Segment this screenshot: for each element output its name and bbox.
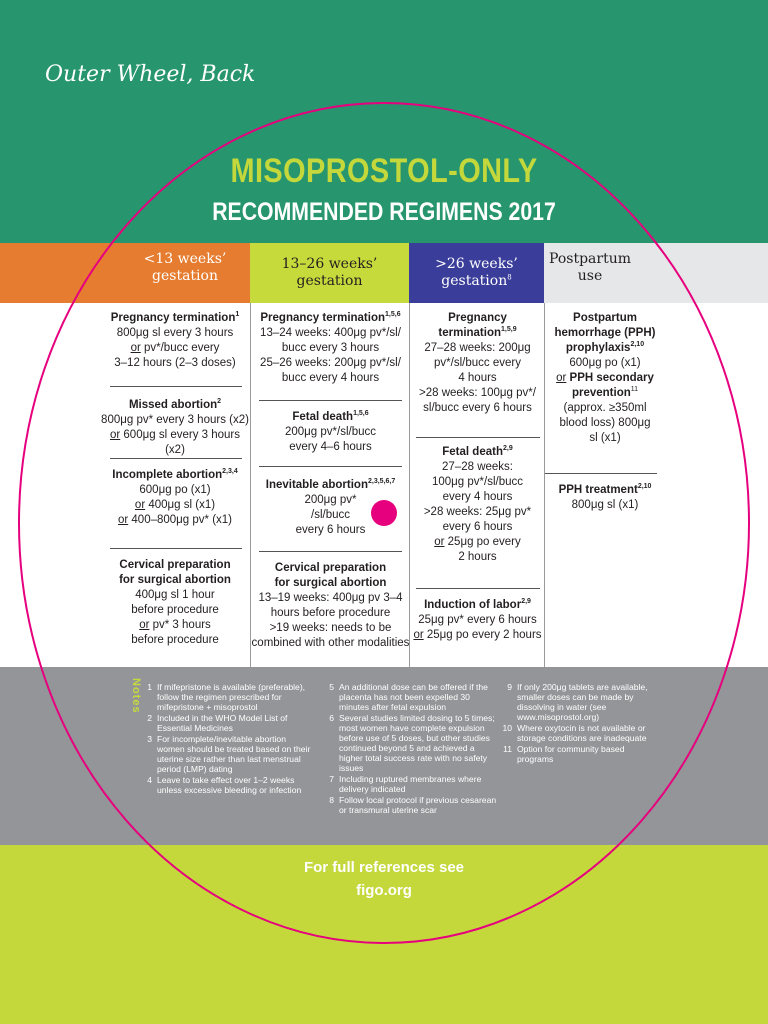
note-text: Where oxytocin is not available or storage conditions are inadequate [517,723,647,743]
column-header-postpartum: Postpartum use [544,243,768,303]
column-13-26-weeks [250,303,410,667]
regimen-missed-abortion: Missed abortion$^2$ 800μg pv* every 3 hours (x2) or 600μg sl every 3 hours (x2) [101,398,249,456]
note-text: An additional dose can be offered if the placenta has not been expelled 30 minutes after fetal expulsion [339,682,488,712]
divider [259,551,402,552]
note-item [500,744,650,764]
notes-label: Notes [130,678,142,714]
note-number: 3 [147,734,152,744]
note-text: Option for community based programs [517,744,625,764]
note-text: If only 200μg tablets are available, smaller doses can be made by dissolving in water (see www.misoprostol.org) [517,682,648,722]
divider [545,473,657,474]
divider [110,548,242,549]
note-number: 10 [502,723,512,733]
note-number: 8 [329,795,334,805]
note-number: 1 [147,682,152,692]
column-header-over-26-weeks: >26 weeks’ gestation$^8$ [409,243,544,303]
note-number: 2 [147,713,152,723]
divider [259,400,402,401]
note-number: 6 [329,713,334,723]
regimen-cervical-preparation: Cervical preparation for surgical abortion 400μg sl 1 hour before procedure or pv* 3 hours before procedure [119,559,231,646]
note-item [140,734,315,774]
note-text: Several studies limited dosing to 5 times; most women have complete expulsion before use of 5 doses, but other studies continued beyond 5 and achieved a higher total success rate with no safety issues [339,713,495,773]
note-number: 7 [329,774,334,784]
note-text: Including ruptured membranes where delivery indicated [339,774,482,794]
note-item [500,682,650,722]
column-under-13-weeks [100,303,250,667]
regimen-pregnancy-termination: Pregnancy termination$^{1,5,9}$ 27–28 weeks: 200μg pv*/sl/bucc every 4 hours >28 weeks: 100μg pv*/ sl/bucc every 6 hours [419,312,536,414]
note-text: Included in the WHO Model List of Essential Medicines [157,713,288,733]
marker-dot [371,500,397,526]
column-over-26-weeks [409,303,545,667]
regimen-inevitable-abortion: Inevitable abortion$^{2,3,5,6,7}$ 200μg pv* /sl/bucc every 6 hours [265,478,396,536]
regimen-incomplete-abortion: Incomplete abortion$^{2,3,4}$ 600μg po (x1) or 400μg sl (x1) or 400–800μg pv* (x1) [112,468,238,526]
regimen-pregnancy-termination: Pregnancy termination$^{1,5,6}$ 13–24 weeks: 400μg pv*/sl/ bucc every 3 hours 25–26 weeks: 200μg pv*/sl/ bucc every 4 hours [260,311,401,384]
note-text: Leave to take effect over 1–2 weeks unless excessive bleeding or infection [157,775,302,795]
references-link[interactable]: figo.org [356,882,412,899]
regimen-induction-of-labor: Induction of labor$^{2,9}$ 25μg pv* every 6 hours or 25μg po every 2 hours [413,598,542,641]
regimen-fetal-death: Fetal death$^{2,9}$ 27–28 weeks: 100μg pv*/sl/bucc every 4 hours >28 weeks: 25μg pv* every 6 hours or 25μg po every 2 hours [423,445,532,563]
wheel-label: Outer Wheel, Back [45,62,256,87]
note-item [322,774,497,794]
references-text: For full references see [303,859,465,876]
divider [416,588,540,589]
note-text: If mifepristone is available (preferable), follow the regimen prescribed for mifepristone + misoprostol [157,682,306,712]
note-text: Follow local protocol if previous cesarean or transmural uterine scar [339,795,497,815]
column-header-13-26-weeks: 13–26 weeks’ gestation [250,243,409,303]
column-postpartum [544,303,665,667]
note-item [140,775,315,795]
regimen-cervical-preparation: Cervical preparation for surgical abortion 13–19 weeks: 400μg pv 3–4 hours before procedure >19 weeks: needs to be combined with other modalities [251,562,410,649]
note-number: 4 [147,775,152,785]
note-item [322,795,497,815]
page-subtitle: RECOMMENDED REGIMENS 2017 [212,198,556,226]
notes-column [140,682,315,796]
note-number: 9 [507,682,512,692]
divider [110,458,242,459]
note-text: For incomplete/inevitable abortion women should be treated based on their uterine size rather than last menstrual period (LMP) dating [157,734,311,774]
note-item [322,713,497,773]
note-item [140,713,315,733]
notes-column [500,682,650,765]
note-item [322,682,497,712]
divider [416,437,540,438]
note-number: 11 [503,744,512,754]
note-item [500,723,650,743]
note-item [140,682,315,712]
notes-column [322,682,497,816]
regimen-fetal-death: Fetal death$^{1,5,6}$ 200μg pv*/sl/bucc every 4–6 hours [284,410,376,453]
regimen-pph-treatment: PPH treatment$^{2,10}$ 800μg sl (x1) [558,483,652,511]
note-number: 5 [329,682,334,692]
regimen-pregnancy-termination: Pregnancy termination$^1$ 800μg sl every 3 hours or pv*/bucc every 3–12 hours (2–3 doses) [110,311,240,369]
divider [259,466,402,467]
regimen-pph-prophylaxis: Postpartum hemorrhage (PPH) prophylaxis$^{2,10}$ 600μg po (x1) or PPH secondary prevention$^{11}$ (approx. ≥350ml blood loss) 800μg sl (x1) [554,312,656,444]
page-title: MISOPROSTOL-ONLY [230,152,538,190]
divider [110,386,242,387]
column-header-under-13-weeks: <13 weeks’ gestation [0,243,250,303]
